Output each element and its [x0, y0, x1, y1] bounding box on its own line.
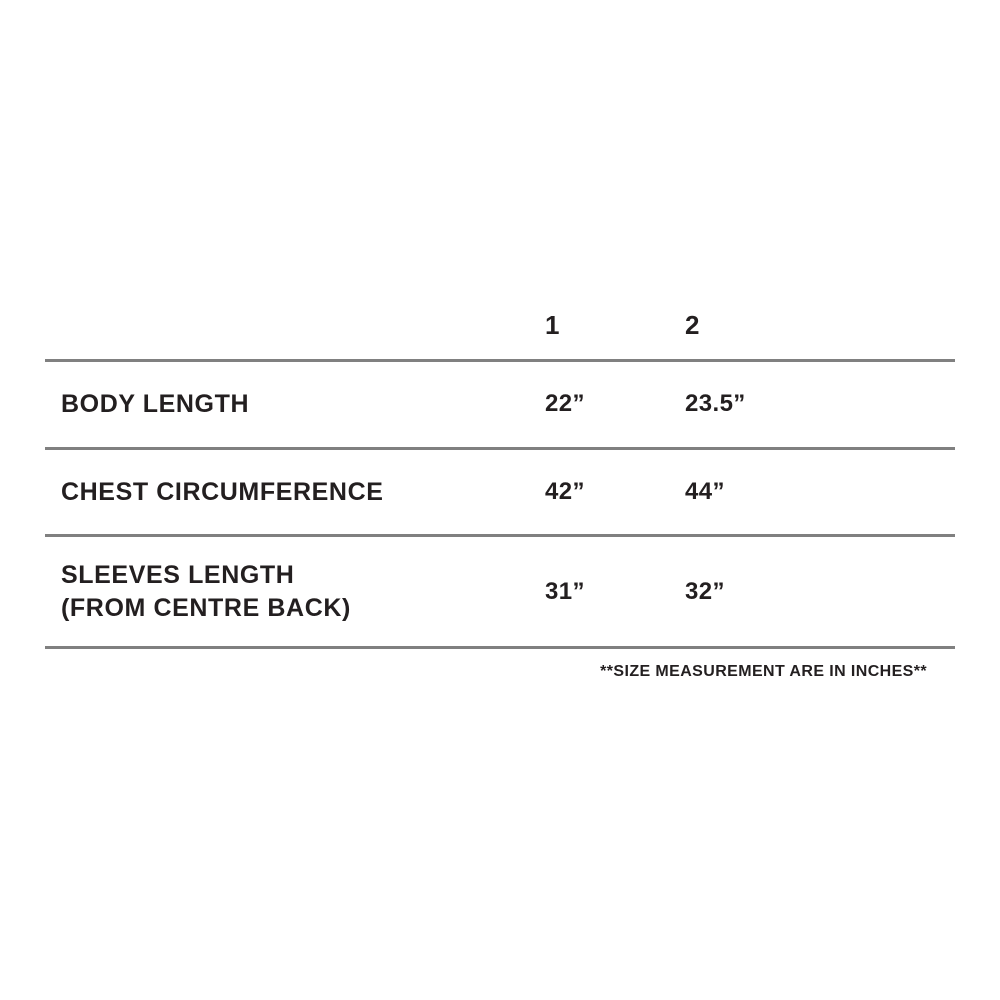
- column-header-spacer: [825, 310, 955, 361]
- row-label-chest-circumference: CHEST CIRCUMFERENCE: [61, 477, 384, 506]
- size-unit-note: **SIZE MEASUREMENT ARE IN INCHES**: [600, 663, 927, 680]
- row-value-sleeves-length-size-1: 31”: [545, 577, 585, 605]
- column-header-size-2: 2: [685, 310, 700, 340]
- row-value-sleeves-length-size-2: 32”: [685, 577, 725, 605]
- row-label-sleeves-length-line2: (FROM CENTRE BACK): [61, 593, 351, 622]
- size-measurements-table: [45, 310, 955, 649]
- row-spacer: [825, 448, 955, 536]
- table-body: [45, 361, 955, 648]
- table-row: [45, 536, 955, 648]
- table-row: [45, 448, 955, 536]
- table-row: [45, 361, 955, 449]
- row-spacer: [825, 536, 955, 648]
- row-value-chest-circumference-size-1: 42”: [545, 477, 585, 505]
- table-header-row: [45, 310, 955, 361]
- column-header-measurement: [45, 310, 545, 361]
- row-spacer: [825, 361, 955, 449]
- row-label-sleeves-length: [45, 536, 545, 648]
- column-header-size-1: 1: [545, 310, 560, 340]
- row-value-body-length-size-1: 22”: [545, 390, 585, 418]
- size-chart-container: [45, 310, 955, 681]
- row-label-sleeves-length-line1: SLEEVES LENGTH: [61, 561, 295, 589]
- row-label-body-length: BODY LENGTH: [61, 390, 250, 418]
- row-value-body-length-size-2: 23.5”: [685, 390, 746, 418]
- row-value-chest-circumference-size-2: 44”: [685, 477, 725, 505]
- table-header: [45, 310, 955, 361]
